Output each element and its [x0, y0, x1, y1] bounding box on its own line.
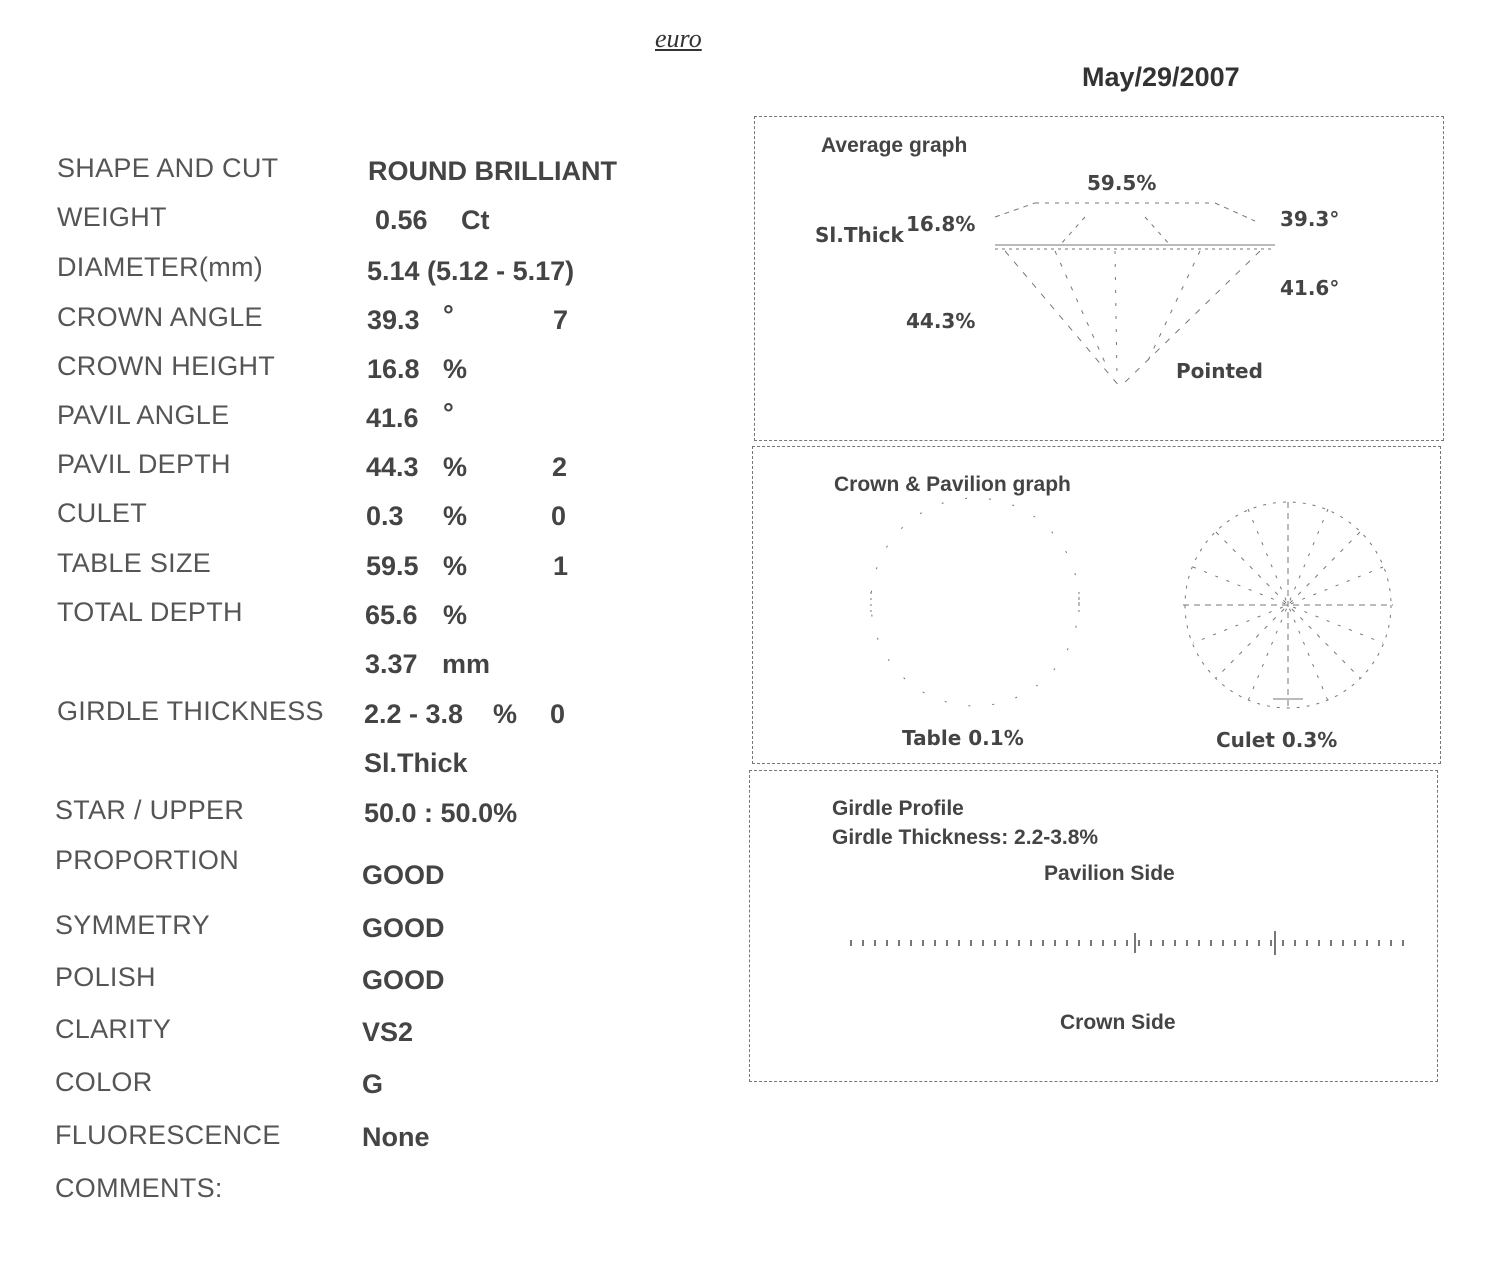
culet-pointed-label: Pointed [1176, 359, 1263, 383]
value-shape-and-cut: ROUND BRILLIANT [368, 156, 617, 186]
girdle-thickness-text: Girdle Thickness: 2.2-3.8% [832, 826, 1099, 849]
pavilion-depth-label: 44.3% [906, 309, 976, 333]
label-diameter: DIAMETER(mm) [57, 252, 264, 282]
label-weight: WEIGHT [57, 202, 167, 232]
unit-weight: Ct [461, 205, 490, 235]
grade-crown-angle: 7 [553, 305, 569, 335]
grade-girdle-thickness: 0 [550, 699, 566, 729]
average-graph-panel [754, 116, 1444, 441]
crown-pavilion-panel [752, 446, 1441, 764]
crown-angle-label: 39.3° [1280, 207, 1340, 231]
report-date: May/29/2007 [1082, 62, 1240, 92]
value-polish: GOOD [362, 965, 445, 995]
unit-crown-angle: ° [443, 300, 454, 330]
average-graph-title: Average graph [821, 134, 968, 157]
label-fluorescence: FLUORESCENCE [55, 1120, 281, 1150]
table-pct-caption: Table 0.1% [902, 726, 1024, 750]
label-total-depth: TOTAL DEPTH [57, 597, 243, 627]
label-clarity: CLARITY [55, 1014, 172, 1044]
unit-pavil-angle: ° [443, 398, 454, 428]
unit-pavil-depth: % [443, 452, 468, 482]
value-culet: 0.3 [366, 501, 404, 531]
value-color: G [362, 1069, 384, 1099]
label-color: COLOR [55, 1067, 153, 1097]
crown-view-diagram [753, 447, 1440, 763]
value-crown-height: 16.8 [367, 354, 420, 384]
unit-girdle-thickness: % [493, 699, 518, 729]
crown-height-label: 16.8% [906, 212, 976, 236]
label-symmetry: SYMMETRY [55, 910, 210, 940]
value-symmetry: GOOD [362, 913, 445, 943]
label-proportion: PROPORTION [55, 845, 240, 875]
pavilion-side-label: Pavilion Side [1044, 862, 1175, 885]
label-star-upper: STAR / UPPER [55, 795, 245, 825]
value-pavil-depth: 44.3 [366, 452, 419, 482]
value-star-upper: 50.0 : 50.0% [364, 798, 518, 828]
label-polish: POLISH [55, 962, 156, 992]
value-girdle-thickness: 2.2 - 3.8 [364, 699, 464, 729]
culet-pct-caption: Culet 0.3% [1216, 728, 1338, 752]
unit-table-size: % [443, 551, 468, 581]
girdle-profile-panel [749, 770, 1438, 1082]
label-pavil-depth: PAVIL DEPTH [57, 449, 231, 479]
grade-table-size: 1 [553, 551, 569, 581]
girdle-profile-title: Girdle Profile [832, 797, 964, 820]
value-clarity: VS2 [362, 1017, 414, 1047]
label-shape-and-cut: SHAPE AND CUT [57, 153, 279, 183]
value-girdle-note: Sl.Thick [364, 748, 468, 778]
value-crown-angle: 39.3 [367, 305, 420, 335]
table-pct-label: 59.5% [1087, 171, 1157, 195]
label-pavil-angle: PAVIL ANGLE [57, 400, 230, 430]
crown-side-label: Crown Side [1060, 1011, 1176, 1034]
grade-pavil-depth: 2 [552, 452, 568, 482]
unit-culet: % [443, 501, 468, 531]
value-proportion: GOOD [362, 860, 445, 890]
grade-culet: 0 [551, 501, 567, 531]
value-weight: 0.56 [375, 205, 428, 235]
pavilion-angle-label: 41.6° [1280, 276, 1340, 300]
label-comments: COMMENTS: [55, 1173, 223, 1203]
unit-total-depth-mm: mm [442, 649, 491, 679]
euro-logo: euro [655, 24, 702, 53]
label-crown-height: CROWN HEIGHT [57, 351, 276, 381]
unit-crown-height: % [443, 354, 468, 384]
unit-total-depth: % [443, 600, 468, 630]
label-table-size: TABLE SIZE [57, 548, 212, 578]
value-fluorescence: None [362, 1122, 430, 1152]
value-total-depth-mm: 3.37 [365, 649, 418, 679]
value-pavil-angle: 41.6 [366, 403, 419, 433]
value-diameter: 5.14 (5.12 - 5.17) [367, 256, 575, 286]
girdle-label: Sl.Thick [815, 223, 904, 247]
value-table-size: 59.5 [366, 551, 419, 581]
crown-pavilion-title: Crown & Pavilion graph [834, 473, 1071, 496]
label-girdle-thickness: GIRDLE THICKNESS [57, 696, 324, 726]
label-crown-angle: CROWN ANGLE [57, 302, 263, 332]
label-culet: CULET [57, 498, 148, 528]
value-total-depth: 65.6 [365, 600, 418, 630]
diamond-profile-diagram [755, 117, 1443, 440]
